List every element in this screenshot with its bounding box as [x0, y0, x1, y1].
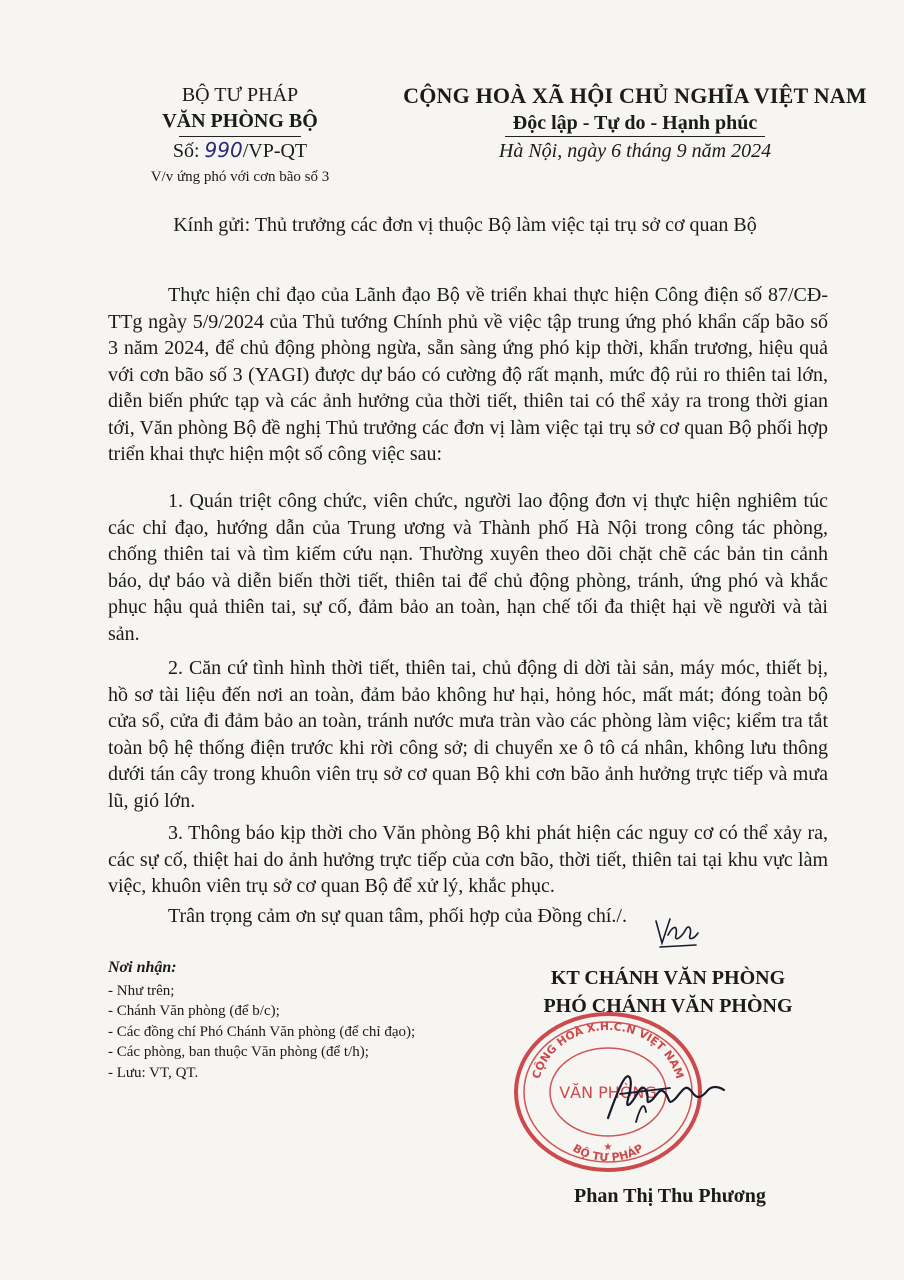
national-header-block — [385, 82, 885, 165]
paragraph-item-3 — [108, 820, 828, 900]
paragraph-text: Trân trọng cảm ơn sự quan tâm, phối hợp của Đồng chí./. — [168, 905, 627, 927]
handwritten-initials — [652, 913, 700, 951]
document-number — [95, 135, 385, 166]
parent-agency: BỘ TƯ PHÁP — [181, 84, 299, 106]
greeting: Kính gửi: Thủ trưởng các đơn vị thuộc Bộ làm việc tại trụ sở cơ quan Bộ — [173, 214, 757, 236]
seal-inner-text: VĂN PHÒNG — [559, 1083, 657, 1102]
number-value: 990 — [204, 138, 243, 162]
paragraph-item-1 — [108, 488, 828, 647]
paragraph-text: Thực hiện chỉ đạo của Lãnh đạo Bộ về triển khai thực hiện Công điện số 87/CĐ-TTg ngày 5/9/2024 của Thủ tướng Chính phủ về việc tập trung ứng phó khẩn cấp bão số 3 năm 2024, để chủ động phòng ngừa, sẵn sàng ứng phó kịp thời, khẩn trương, hiệu quả với cơn bão số 3 (YAGI) được dự báo có cường độ rất mạnh, mức độ rủi ro thiên tai lớn, diễn biến phức tạp và các ảnh hưởng của thời tiết, thiên tai có thể xảy ra trong thời gian tới, Văn phòng Bộ đề nghị Thủ trưởng các đơn vị làm việc tại trụ sở cơ quan Bộ phối hợp triển khai thực hiện một số công việc sau: — [108, 284, 828, 465]
signer-name: Phan Thị Thu Phương — [574, 1185, 766, 1207]
paragraph-item-2 — [108, 655, 828, 814]
number-suffix: /VP-QT — [242, 140, 308, 162]
recipient-item: - Lưu: VT, QT. — [108, 1064, 199, 1081]
seal-bottom-text: BỘ TƯ PHÁP — [570, 1141, 646, 1165]
paragraph-text: 3. Thông báo kịp thời cho Văn phòng Bộ khi phát hiện các nguy cơ có thể xảy ra, các sự cố, thiệt hai do ảnh hưởng trực tiếp của cơn bão, thời tiết, thiên tai tại khu vực làm việc, khuôn viên trụ sở cơ quan Bộ để xử lý, khắc phục. — [108, 822, 828, 897]
signer-title-1: KT CHÁNH VĂN PHÒNG — [550, 967, 786, 989]
seal-outer-text: CỘNG HOÀ X.H.C.N VIỆT NAM — [529, 1019, 687, 1081]
national-motto: Độc lập - Tự do - Hạnh phúc — [512, 112, 758, 134]
number-label: Số: — [172, 140, 200, 162]
nation-name: CỘNG HOÀ XÃ HỘI CHỦ NGHĨA VIỆT NAM — [403, 83, 867, 108]
recipient-item: - Các phòng, ban thuộc Văn phòng (để t/h); — [108, 1044, 369, 1060]
handwritten-signature — [600, 1060, 730, 1130]
paragraph-text: 1. Quán triệt công chức, viên chức, người lao động đơn vị thực hiện nghiêm túc các chỉ đạo, hướng dẫn của Trung ương và Thành phố Hà Nội trong công tác phòng, chống thiên tai và tìm kiếm cứu nạn. Thường xuyên theo dõi chặt chẽ các bản tin cảnh báo, dự báo và diễn biến thời tiết, thiên tai để chủ động phòng, tránh, ứng phó và khắc phục hậu quả thiên tai, sự cố, đảm bảo an toàn, hạn chế tối đa thiệt hại về người và tài sản. — [108, 490, 828, 645]
recipient-item: - Các đồng chí Phó Chánh Văn phòng (để chỉ đạo); — [108, 1023, 416, 1040]
issuing-agency-block — [95, 82, 385, 188]
signer-title-2: PHÓ CHÁNH VĂN PHÒNG — [543, 995, 793, 1017]
document-subject: V/v ứng phó với cơn bão số 3 — [150, 169, 330, 185]
paragraph-intro — [108, 282, 828, 468]
issuing-agency: VĂN PHÒNG BỘ — [162, 110, 318, 132]
place-date: Hà Nội, ngày 6 tháng 9 năm 2024 — [498, 140, 772, 162]
recipients-title: Nơi nhận: — [108, 959, 177, 976]
paragraph-text: 2. Căn cứ tình hình thời tiết, thiên tai, chủ động di dời tài sản, máy móc, thiết bị, hồ sơ tài liệu đến nơi an toàn, đảm bảo không hư hại, hỏng hóc, mất mát; đóng toàn bộ cửa sổ, cửa đi đảm bảo an toàn, tránh nước mưa tràn vào các phòng làm việc; kiểm tra tắt toàn bộ hệ thống điện trước khi rời công sở; di chuyển xe ô tô cá nhân, không lưu thông dưới tán cây trong khuôn viên trụ sở cơ quan Bộ khi cơn bão ảnh hưởng trực tiếp và mưa lũ, gió lớn. — [108, 657, 828, 812]
recipients-block — [108, 958, 528, 1083]
paragraph-closing — [108, 903, 828, 930]
recipient-item: - Như trên; — [108, 982, 175, 999]
recipient-item: - Chánh Văn phòng (để b/c); — [108, 1003, 280, 1019]
seal-star-icon: ★ — [603, 1142, 613, 1153]
